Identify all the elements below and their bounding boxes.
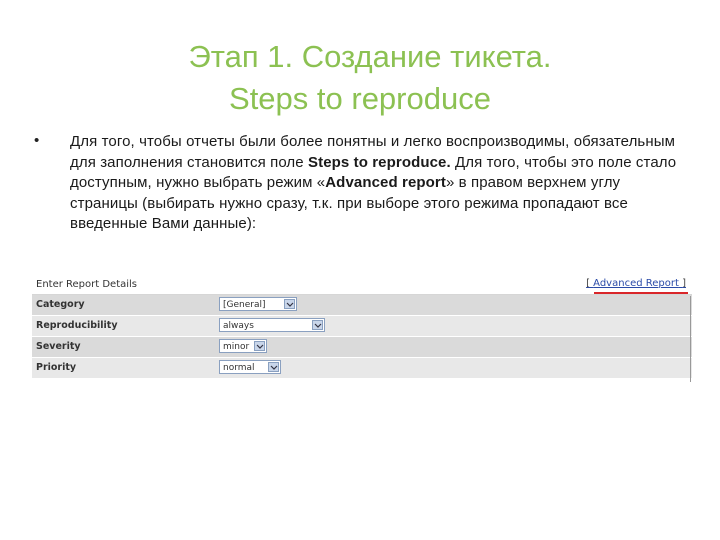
chevron-down-icon[interactable] <box>284 299 295 309</box>
form-title: Enter Report Details <box>36 279 138 290</box>
category-select[interactable] <box>219 297 297 311</box>
priority-select[interactable] <box>219 360 281 374</box>
bracket-open: [ <box>586 278 590 289</box>
form-row-category <box>32 295 692 316</box>
slide-title <box>0 36 720 120</box>
report-details-form <box>32 274 692 384</box>
bullet-text <box>70 132 692 235</box>
form-row-reproducibility <box>32 316 692 337</box>
reproducibility-select[interactable] <box>219 318 325 332</box>
category-value: [General] <box>223 300 266 310</box>
advanced-report-link-wrap <box>586 278 686 289</box>
form-row-severity <box>32 337 692 358</box>
category-label: Category <box>36 299 85 310</box>
chevron-down-icon[interactable] <box>254 341 265 351</box>
severity-select[interactable] <box>219 339 267 353</box>
chevron-down-icon[interactable] <box>312 320 323 330</box>
priority-label: Priority <box>36 362 77 373</box>
highlight-underline <box>594 292 688 294</box>
reproducibility-value: always <box>223 321 254 331</box>
bullet-text-part1: Для того, чтобы отчеты были более понятны и легко воспроизводимы, обязательным для заполнения становится поле <box>70 133 676 171</box>
bullet-text-part2: Для того, чтобы это поле стало доступным, нужно выбрать режим « <box>70 153 677 191</box>
bullet-dot: • <box>34 132 40 149</box>
form-header <box>32 274 692 295</box>
bullet-bold-steps: Steps to reproduce. <box>308 153 451 171</box>
slide-title-line2: Steps to reproduce <box>229 81 491 116</box>
chevron-down-icon[interactable] <box>268 362 279 372</box>
bullet-bold-advanced: Advanced report <box>325 174 446 191</box>
bullet-text-part3: » в правом верхнем углу страницы (выбирать нужно сразу, т.к. при выборе этого режима пропадают все введенные Вами данные): <box>70 174 628 232</box>
priority-value: normal <box>223 363 255 373</box>
severity-label: Severity <box>36 341 81 352</box>
form-right-edge <box>690 296 691 382</box>
severity-value: minor <box>223 342 250 352</box>
bracket-close: ] <box>682 278 686 289</box>
reproducibility-label: Reproducibility <box>36 320 118 331</box>
slide-title-line1: Этап 1. Создание тикета. <box>188 39 552 74</box>
advanced-report-link[interactable]: Advanced Report <box>593 278 679 289</box>
form-row-priority <box>32 358 692 379</box>
